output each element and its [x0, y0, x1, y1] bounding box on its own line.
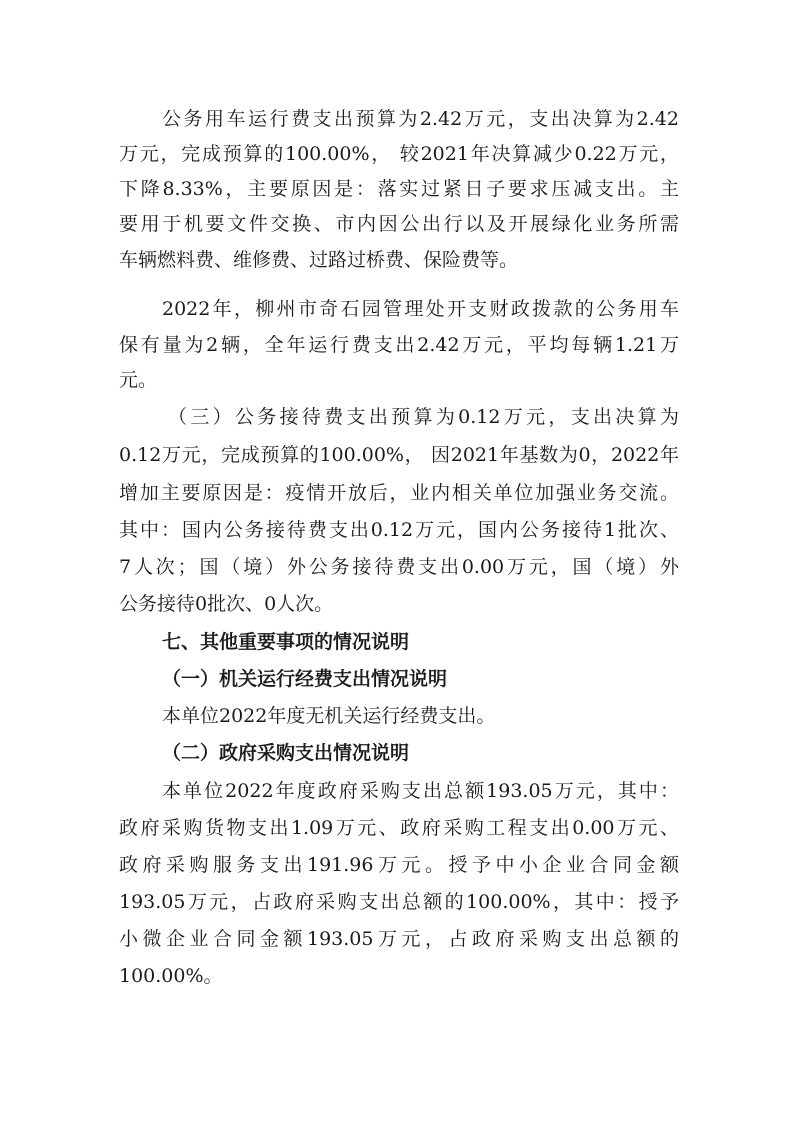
text-line: 万元，完成预算的100.00%， 较2021年决算减少0.22万元，: [119, 143, 679, 165]
text-line: 车辆燃料费、维修费、过路过桥费、保险费等。: [119, 249, 519, 271]
subsection-heading: （一）机关运行经费支出情况说明: [162, 668, 448, 690]
text-line: 元。: [119, 369, 158, 391]
text-line: 保有量为2辆，全年运行费支出2.42万元，平均每辆1.21万: [119, 334, 679, 356]
text-line: 要用于机要文件交换、市内因公出行以及开展绿化业务所需: [119, 213, 679, 235]
text-line: 政府采购服务支出191.96万元。授予中小企业合同金额: [119, 854, 679, 876]
text-line: 公务用车运行费支出预算为2.42万元，支出决算为2.42: [162, 108, 679, 130]
text-line: 193.05万元，占政府采购支出总额的100.00%，其中：授予: [119, 891, 679, 913]
section-heading: 七、其他重要事项的情况说明: [162, 631, 410, 653]
text-line: 增加主要原因是：疫情开放后，业内相关单位加强业务交流。: [119, 482, 679, 504]
text-line: 下降8.33%，主要原因是：落实过紧日子要求压减支出。主: [119, 178, 679, 200]
text-line: 100.00%。: [119, 965, 223, 987]
text-line: 本单位2022年度无机关运行经费支出。: [162, 705, 496, 727]
text-line: 0.12万元，完成预算的100.00%， 因2021年基数为0，2022年: [119, 444, 679, 466]
text-line: 其中：国内公务接待费支出0.12万元，国内公务接待1批次、: [119, 519, 679, 541]
text-line: 小微企业合同金额193.05万元，占政府采购支出总额的: [119, 928, 679, 950]
text-line: （三）公务接待费支出预算为0.12万元，支出决算为: [168, 406, 679, 428]
text-line: 政府采购货物支出1.09万元、政府采购工程支出0.00万元、: [119, 817, 679, 839]
text-line: 公务接待0批次、0人次。: [119, 593, 334, 615]
subsection-heading: （二）政府采购支出情况说明: [162, 742, 410, 764]
text-line: 本单位2022年度政府采购支出总额193.05万元，其中：: [162, 780, 679, 802]
text-line: 2022年，柳州市奇石园管理处开支财政拨款的公务用车: [162, 298, 679, 320]
text-line: 7人次；国（境）外公务接待费支出0.00万元，国（境）外: [119, 556, 679, 578]
